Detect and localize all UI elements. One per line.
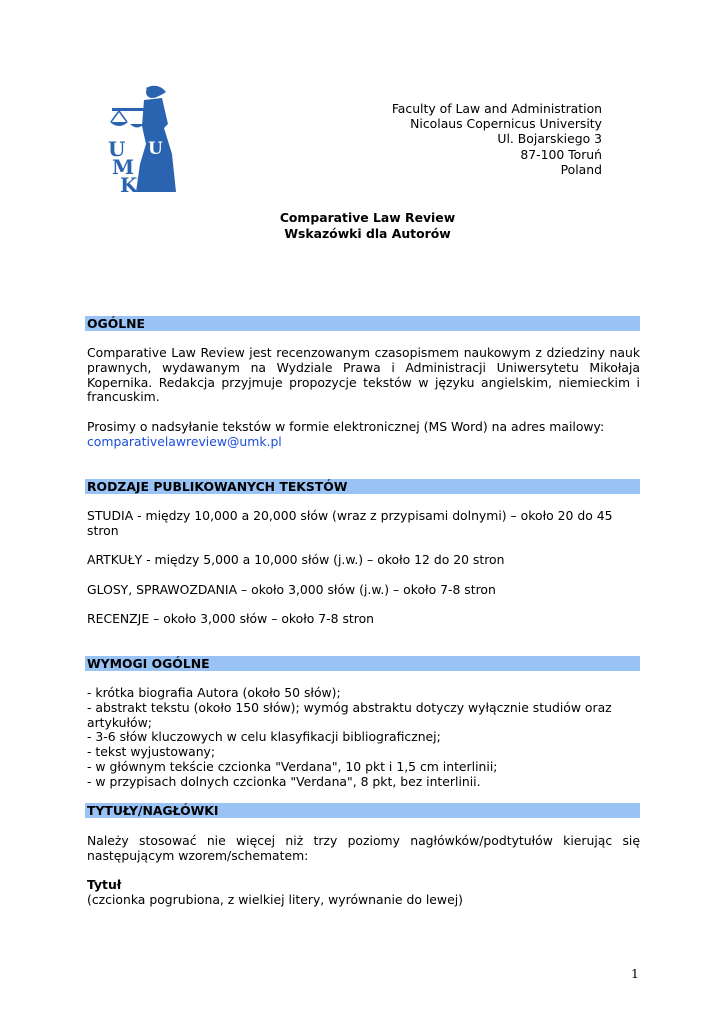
text-line: stron xyxy=(87,522,119,538)
logo-letter-u: U xyxy=(148,139,163,159)
headings-paragraph xyxy=(87,834,640,864)
types-recenzje: RECENZJE – około 3,000 słów – około 7-8 stron xyxy=(87,611,375,626)
section-heading-general: OGÓLNE xyxy=(85,316,640,331)
logo-letter-k: K xyxy=(120,173,138,196)
tytul-block xyxy=(87,878,640,908)
address-line: 87-100 Toruń xyxy=(520,146,602,162)
document-title xyxy=(0,210,725,241)
text-line: Należy stosować nie więcej niż trzy poziomy nagłówków/podtytułów kierując się xyxy=(87,833,640,848)
tytul-label: Tytuł xyxy=(87,877,122,892)
list-item: - krótka biografia Autora (około 50 słów); xyxy=(87,685,341,700)
list-item: - w głównym tekście czcionka "Verdana", 10 pkt i 1,5 cm interlinii; xyxy=(87,758,498,774)
list-item: - w przypisach dolnych czcionka "Verdana", 8 pkt, bez interlinii. xyxy=(87,773,481,789)
types-studia xyxy=(87,509,640,539)
requirements-list xyxy=(87,686,640,790)
address-line: Faculty of Law and Administration xyxy=(391,101,602,116)
text-line: francuskim. xyxy=(87,389,160,405)
email-link[interactable]: comparativelawreview@umk.pl xyxy=(87,433,282,449)
list-item: - abstrakt tekstu (około 150 słów); wymóg abstraktu dotyczy wyłącznie studiów oraz xyxy=(87,699,612,715)
text-line: Prosimy o nadsyłanie tekstów w formie elektronicznej (MS Word) na adres mailowy: xyxy=(87,419,605,434)
text-line: prawnych, wydawanym na Wydziale Prawa i Administracji Uniwersytetu Mikołaja xyxy=(87,359,640,375)
general-paragraph-1 xyxy=(87,346,640,405)
list-item: - tekst wyjustowany; xyxy=(87,744,216,760)
faculty-address xyxy=(392,101,602,177)
address-line: Poland xyxy=(560,161,602,177)
list-item: artykułów; xyxy=(87,714,152,730)
address-line: Nicolaus Copernicus University xyxy=(410,116,602,132)
general-paragraph-2 xyxy=(87,420,640,450)
title-line-2: Wskazówki dla Autorów xyxy=(284,225,451,241)
text-line: następującym wzorem/schematem: xyxy=(87,847,309,863)
address-line: Ul. Bojarskiego 3 xyxy=(497,131,602,147)
page-number: 1 xyxy=(631,966,639,981)
section-heading-headings: TYTUŁY/NAGŁÓWKI xyxy=(85,803,640,818)
text-line: Comparative Law Review jest recenzowanym czasopismem naukowym z dziedziny nauk xyxy=(87,345,640,360)
tytul-description: (czcionka pogrubiona, z wielkiej litery, wyrównanie do lewej) xyxy=(87,891,463,907)
logo-letter-u2: U xyxy=(108,137,126,161)
logo-letter-m: M xyxy=(112,155,135,179)
umk-logo xyxy=(106,84,180,196)
text-line: Kopernika. Redakcja przyjmuje propozycje tekstów w języku angielskim, niemieckim i xyxy=(87,374,640,390)
types-artykuly: ARTKUŁY - między 5,000 a 10,000 słów (j.w.) – około 12 do 20 stron xyxy=(87,552,505,567)
section-heading-types: RODZAJE PUBLIKOWANYCH TEKSTÓW xyxy=(85,479,640,494)
types-glosy: GLOSY, SPRAWOZDANIA – około 3,000 słów (j.w.) – około 7-8 stron xyxy=(87,582,496,597)
text-line: STUDIA - między 10,000 a 20,000 słów (wraz z przypisami dolnymi) – około 20 do 45 xyxy=(87,508,613,523)
section-heading-requirements: WYMOGI OGÓLNE xyxy=(85,656,640,671)
title-line-1: Comparative Law Review xyxy=(279,210,456,225)
list-item: - 3-6 słów kluczowych w celu klasyfikacji bibliograficznej; xyxy=(87,729,441,745)
